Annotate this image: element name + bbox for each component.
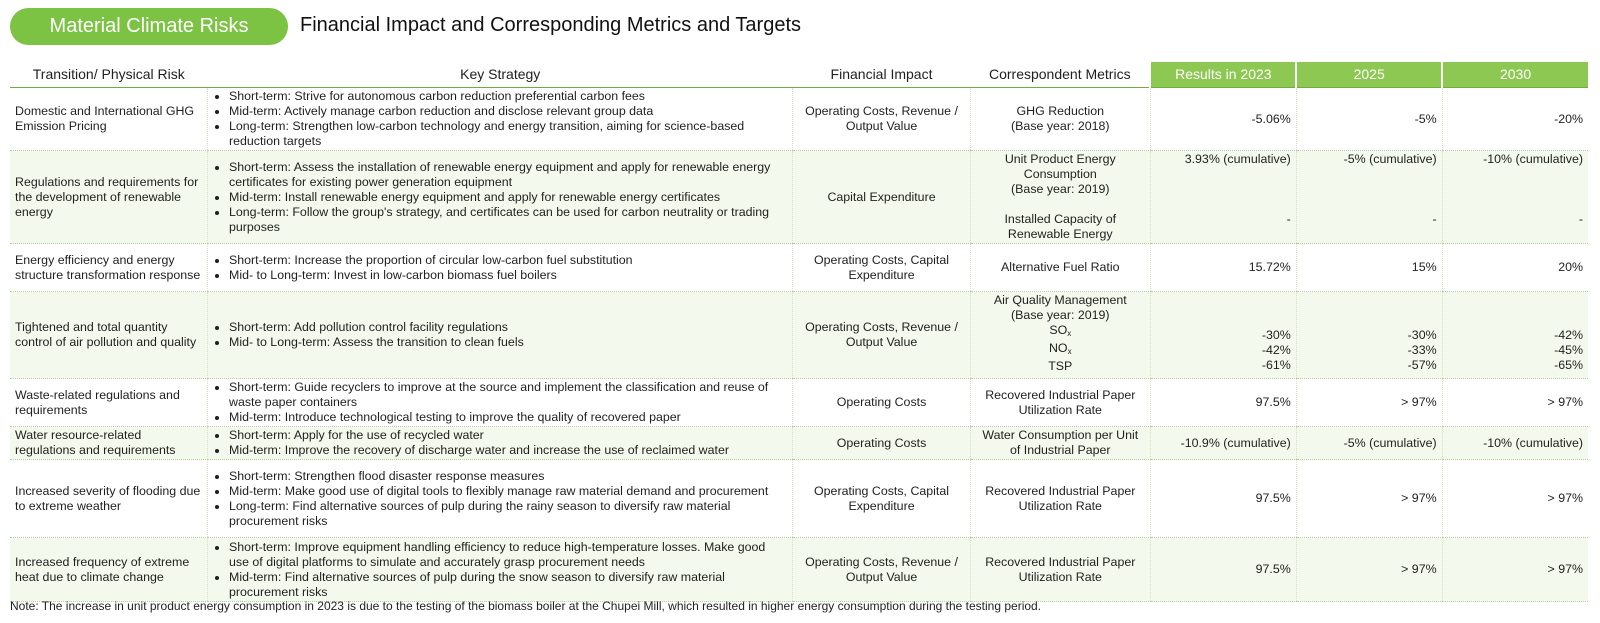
target-2025-cell: > 97% — [1296, 379, 1442, 427]
target-2025-cell: -5% — [1296, 88, 1442, 151]
financial-impact-cell: Operating Costs, Revenue / Output Value — [793, 292, 970, 379]
value-line: -45% — [1554, 342, 1583, 357]
risk-cell: Energy efficiency and energy structure transformation response — [10, 244, 208, 292]
metric-line: Alternative Fuel Ratio — [1001, 260, 1120, 274]
strategy-item: • Mid-term: Make good use of digital tools to flexibly manage raw material demand and procurement — [229, 484, 787, 499]
value-line: - — [1432, 212, 1437, 226]
metric-line: (Base year: 2019) — [1011, 182, 1110, 196]
result-2023-cell: 97.5% — [1150, 379, 1296, 427]
table-row — [10, 427, 1588, 460]
col-header-risk: Transition/ Physical Risk — [10, 62, 208, 88]
metric-line: Renewable Energy — [1007, 227, 1113, 241]
risk-cell: Domestic and International GHG Emission Pricing — [10, 88, 208, 151]
metric-line: Recovered Industrial Paper — [985, 554, 1136, 569]
metric-line: of Industrial Paper — [1010, 443, 1111, 457]
metrics-cell — [970, 292, 1150, 379]
table-row — [10, 244, 1588, 292]
col-header-strategy: Key Strategy — [208, 62, 793, 88]
result-2023-cell: 15.72% — [1150, 244, 1296, 292]
strategy-item: • Mid-term: Introduce technological testing to improve the quality of recovered paper — [229, 410, 787, 425]
target-2025-cell: -5% (cumulative) — [1296, 427, 1442, 460]
strategy-item: • Short-term: Increase the proportion of circular low-carbon fuel substitution — [229, 253, 787, 268]
strategy-cell — [208, 538, 793, 602]
result-2023-cell: -10.9% (cumulative) — [1150, 427, 1296, 460]
strategy-item: • Mid-term: Install renewable energy equipment and apply for renewable energy certificates — [229, 190, 787, 205]
col-header-metrics: Correspondent Metrics — [970, 62, 1150, 88]
financial-impact-cell: Capital Expenditure — [793, 151, 970, 244]
target-2030-cell: -20% — [1442, 88, 1588, 151]
metric-line: Installed Capacity of — [1004, 212, 1117, 226]
metric-line: (Base year: 2019) — [1011, 308, 1110, 322]
metrics-cell — [970, 151, 1150, 244]
col-header-results-2023: Results in 2023 — [1150, 62, 1296, 88]
target-2030-cell: > 97% — [1442, 379, 1588, 427]
value-line: -42% — [1554, 327, 1583, 342]
footnote: Note: The increase in unit product energy consumption in 2023 is due to the testing of the biomass boiler at the Chupei Mill, which resulted in higher energy consumption during the testing period. — [10, 599, 1042, 613]
metric-line: GHG Reduction — [1016, 104, 1105, 118]
financial-impact-cell: Operating Costs — [793, 379, 970, 427]
result-2023-cell: 97.5% — [1150, 538, 1296, 602]
section-badge: Material Climate Risks — [10, 8, 288, 45]
metrics-cell — [970, 379, 1150, 427]
financial-impact-cell: Operating Costs, Revenue / Output Value — [793, 538, 970, 602]
page-title: Financial Impact and Corresponding Metrics and Targets — [300, 14, 801, 36]
strategy-item: • Mid-term: Find alternative sources of pulp during the snow season to diversify raw material procurement risks — [229, 570, 787, 600]
metric-line: Utilization Rate — [1018, 498, 1102, 513]
metrics-cell — [970, 460, 1150, 538]
result-2023-cell — [1150, 292, 1296, 379]
value-line: -42% — [1261, 342, 1291, 357]
strategy-item: • Short-term: Add pollution control facility regulations — [229, 320, 787, 335]
pollutant-label: $SO_x$ — [1049, 323, 1072, 338]
metrics-cell — [970, 427, 1150, 460]
risk-cell: Regulations and requirements for the development of renewable energy — [10, 151, 208, 244]
metric-line: Air Quality Management — [993, 293, 1127, 307]
metric-line: Unit Product Energy — [1004, 152, 1116, 166]
strategy-cell — [208, 292, 793, 379]
value-line: -30% — [1407, 327, 1437, 342]
strategy-item: • Mid- to Long-term: Assess the transition to clean fuels — [229, 335, 787, 350]
metric-gap — [976, 197, 1145, 212]
strategy-item: • Short-term: Assess the installation of renewable energy equipment and apply for renewable energy certificates for existing power generation equipment — [229, 160, 787, 190]
risk-cell: Increased severity of flooding due to extreme weather — [10, 460, 208, 538]
value-line: -57% — [1407, 357, 1437, 372]
strategy-item: • Mid- to Long-term: Invest in low-carbon biomass fuel boilers — [229, 268, 787, 283]
result-2023-cell: -5.06% — [1150, 88, 1296, 151]
target-2030-cell — [1442, 292, 1588, 379]
target-2030-cell — [1442, 151, 1588, 244]
table-row — [10, 460, 1588, 538]
strategy-item: • Short-term: Guide recyclers to improve at the source and implement the classification and reuse of waste paper containers — [229, 380, 787, 410]
strategy-item: • Short-term: Strengthen flood disaster response measures — [229, 469, 787, 484]
pollutant-label: $NO_x$ — [1048, 341, 1072, 356]
target-2030-cell: > 97% — [1442, 538, 1588, 602]
financial-impact-cell: Operating Costs — [793, 427, 970, 460]
value-line: -33% — [1407, 342, 1437, 357]
strategy-cell — [208, 460, 793, 538]
target-2025-cell: 15% — [1296, 244, 1442, 292]
target-2025-cell — [1296, 151, 1442, 244]
strategy-item: • Short-term: Strive for autonomous carbon reduction preferential carbon fees — [229, 89, 787, 104]
section-header — [10, 8, 1590, 46]
risk-cell: Increased frequency of extreme heat due to climate change — [10, 538, 208, 602]
strategy-cell — [208, 427, 793, 460]
risk-cell: Waste-related regulations and requirements — [10, 379, 208, 427]
value-line: - — [1286, 212, 1291, 226]
climate-risk-table — [10, 62, 1588, 602]
target-2030-cell: -10% (cumulative) — [1442, 427, 1588, 460]
col-header-target-2030: 2030 — [1442, 62, 1588, 88]
value-line: -5% (cumulative) — [1343, 152, 1437, 166]
strategy-cell — [208, 379, 793, 427]
col-header-financial: Financial Impact — [793, 62, 970, 88]
table-row — [10, 538, 1588, 602]
target-2030-cell: 20% — [1442, 244, 1588, 292]
table-header-row — [10, 62, 1588, 88]
metric-line: (Base year: 2018) — [1011, 119, 1110, 133]
strategy-item: • Short-term: Apply for the use of recycled water — [229, 428, 787, 443]
strategy-cell — [208, 151, 793, 244]
metric-line: Consumption — [1023, 167, 1097, 181]
target-2025-cell: > 97% — [1296, 460, 1442, 538]
strategy-item: • Long-term: Find alternative sources of pulp during the rainy season to diversify raw material procurement risks — [229, 499, 787, 529]
metrics-cell — [970, 538, 1150, 602]
result-2023-cell — [1150, 151, 1296, 244]
financial-impact-cell: Operating Costs, Capital Expenditure — [793, 460, 970, 538]
metric-line: Utilization Rate — [1018, 569, 1102, 584]
strategy-cell — [208, 88, 793, 151]
pollutant-label: TSP — [1048, 359, 1073, 373]
value-line: -10% (cumulative) — [1483, 152, 1583, 166]
risk-cell: Tightened and total quantity control of air pollution and quality — [10, 292, 208, 379]
table-row — [10, 151, 1588, 244]
target-2025-cell — [1296, 292, 1442, 379]
metric-line: Water Consumption per Unit — [982, 428, 1139, 442]
col-header-target-2025: 2025 — [1296, 62, 1442, 88]
result-2023-cell: 97.5% — [1150, 460, 1296, 538]
target-2025-cell: > 97% — [1296, 538, 1442, 602]
value-line: -65% — [1554, 357, 1583, 372]
value-line: -61% — [1261, 357, 1291, 372]
strategy-item: • Short-term: Improve equipment handling efficiency to reduce high-temperature losses. Make good use of digital platforms to simulate and accurately grasp procurement needs — [229, 540, 787, 570]
value-line: -30% — [1261, 327, 1291, 342]
strategy-item: • Mid-term: Improve the recovery of discharge water and increase the use of reclaimed water — [229, 443, 787, 458]
value-line: - — [1578, 212, 1583, 226]
strategy-item: • Long-term: Follow the group's strategy, and certificates can be used for carbon neutrality or trading purposes — [229, 205, 787, 235]
financial-impact-cell: Operating Costs, Revenue / Output Value — [793, 88, 970, 151]
metrics-cell — [970, 244, 1150, 292]
metrics-cell — [970, 88, 1150, 151]
metric-line: Recovered Industrial Paper — [985, 387, 1136, 402]
strategy-item: • Mid-term: Actively manage carbon reduction and disclose relevant group data — [229, 104, 787, 119]
risk-cell: Water resource-related regulations and requirements — [10, 427, 208, 460]
target-2030-cell: > 97% — [1442, 460, 1588, 538]
table-row — [10, 292, 1588, 379]
table-row — [10, 88, 1588, 151]
strategy-cell — [208, 244, 793, 292]
strategy-item: • Long-term: Strengthen low-carbon technology and energy transition, aiming for science-based reduction targets — [229, 119, 787, 149]
metric-line: Utilization Rate — [1018, 402, 1102, 417]
metric-line: Recovered Industrial Paper — [985, 483, 1136, 498]
value-line: 3.93% (cumulative) — [1184, 152, 1291, 166]
table-row — [10, 379, 1588, 427]
financial-impact-cell: Operating Costs, Capital Expenditure — [793, 244, 970, 292]
